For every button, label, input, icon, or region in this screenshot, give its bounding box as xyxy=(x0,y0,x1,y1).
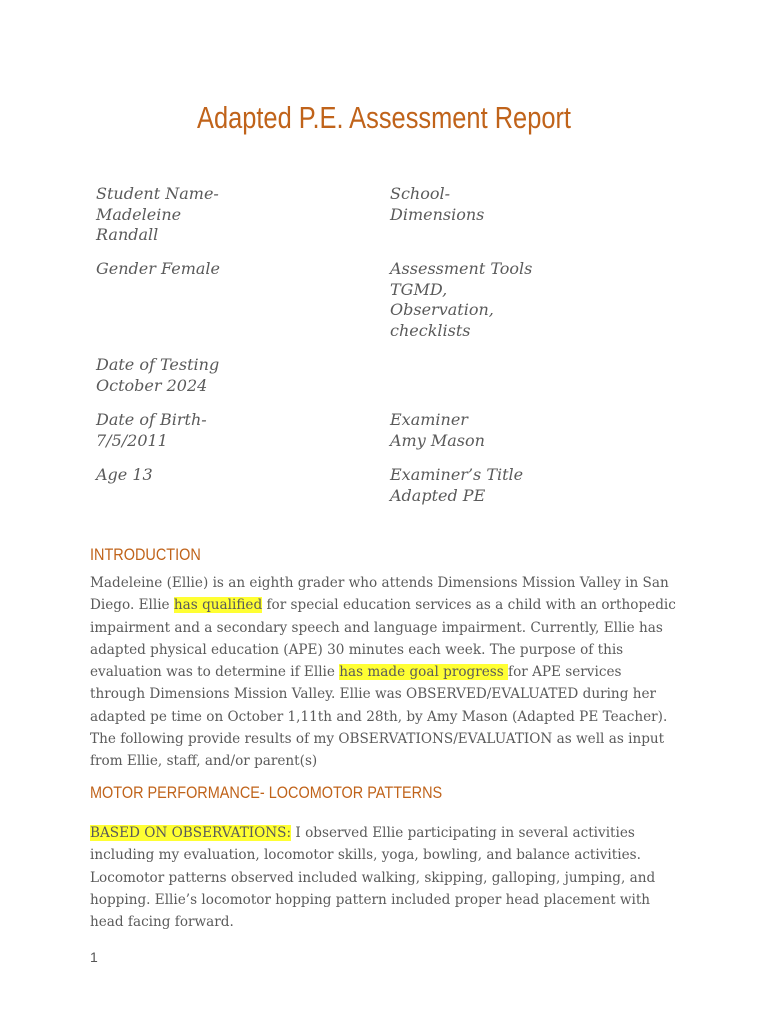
assessment-tools-field: Assessment Tools TGMD, Observation, checklists xyxy=(390,259,533,340)
intro-text-2: for special education services as a child with an orthopedic impairment and a secondary speech and language impairment. Currently, Ellie has adapted physical education (APE) 30 minutes each week. The purpose of this evaluation was to determine if Ellie xyxy=(90,597,676,681)
student-name-field: Student Name- Madeleine Randall xyxy=(96,184,219,244)
info-row xyxy=(96,259,576,355)
examiner-title-field: Examiner’s Title Adapted PE xyxy=(390,465,524,505)
motor-performance-paragraph xyxy=(90,822,680,933)
examiner-field: Examiner Amy Mason xyxy=(390,410,485,450)
motor-performance-heading: MOTOR PERFORMANCE- LOCOMOTOR PATTERNS xyxy=(90,783,443,802)
info-row xyxy=(96,184,576,259)
date-of-birth-field: Date of Birth- 7/5/2011 xyxy=(96,410,207,450)
report-title: Adapted P.E. Assessment Report xyxy=(197,100,571,135)
info-row xyxy=(96,355,576,410)
info-row xyxy=(96,410,576,465)
age-field: Age 13 xyxy=(96,465,153,484)
intro-text-3: for APE services through Dimensions Mission Valley. Ellie was OBSERVED/EVALUATED during her adapted pe time on October 1,11th and 28th, by Amy Mason (Adapted PE Teacher). The following provide results of my OBSERVATIONS/EVALUATION as well as input from Ellie, staff, and/or parent(s) xyxy=(90,664,668,770)
highlight-goal-progress: has made goal progress xyxy=(339,664,509,681)
student-info-grid xyxy=(96,184,576,515)
gender-field: Gender Female xyxy=(96,259,220,278)
highlight-qualified: has qualified xyxy=(173,597,263,614)
highlight-based-on-observations: BASED ON OBSERVATIONS: xyxy=(90,825,292,841)
introduction-heading: INTRODUCTION xyxy=(90,545,201,564)
date-of-testing-field: Date of Testing October 2024 xyxy=(96,355,220,395)
page-number: 1 xyxy=(90,949,98,965)
introduction-paragraph xyxy=(90,572,680,773)
school-field: School- Dimensions xyxy=(390,184,485,224)
motor-text: I observed Ellie participating in several activities including my evaluation, locomotor skills, yoga, bowling, and balance activities. Locomotor patterns observed included walking, skipping, galloping, jumping, and hopping. Ellie’s locomotor hopping pattern included proper head placement with head facing forward. xyxy=(90,825,656,931)
empty-cell xyxy=(390,355,576,410)
intro-text-1: Madeleine (Ellie) is an eighth grader who attends Dimensions Mission Valley in San Diego. Ellie xyxy=(90,575,669,614)
info-row xyxy=(96,465,576,515)
